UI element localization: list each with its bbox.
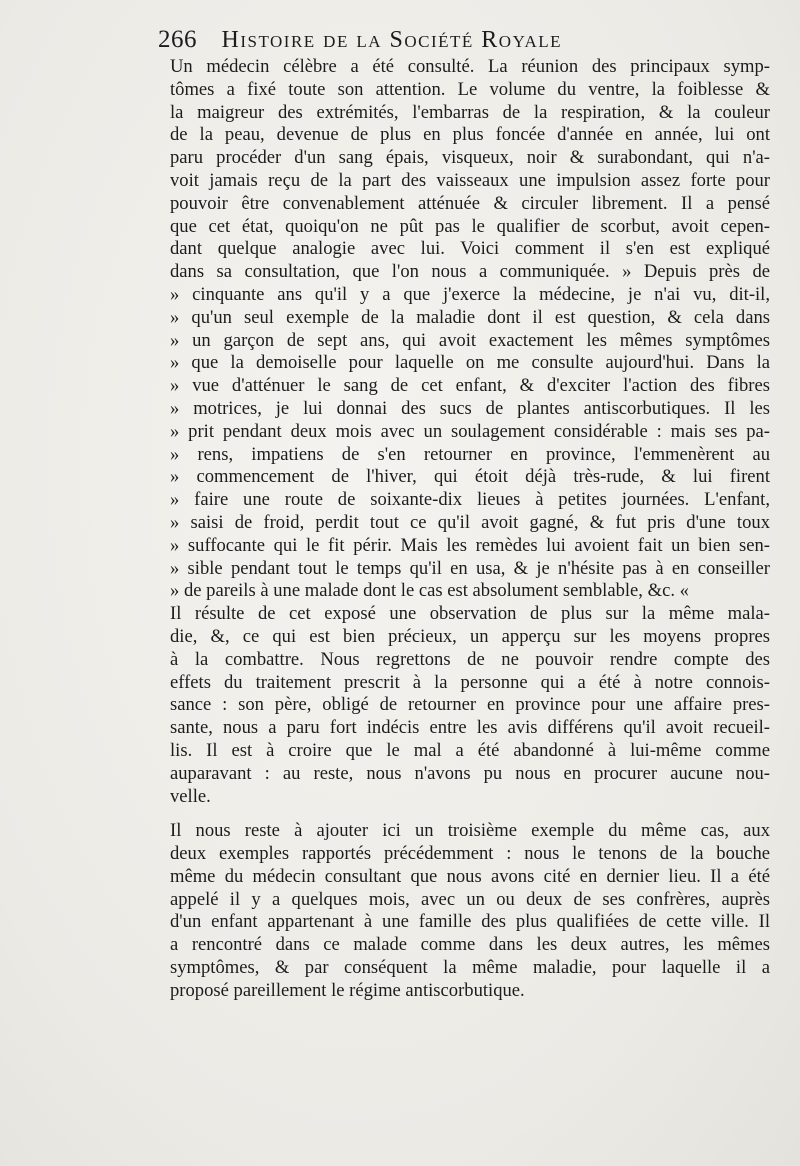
page-number: 266 — [158, 26, 197, 53]
text-line: dans sa consultation, que l'on nous a communiquée. » Depuis près de — [170, 261, 770, 283]
text-line: a rencontré dans ce malade comme dans les deux autres, les mêmes — [170, 934, 770, 956]
text-line: voit jamais reçu de la part des vaisseaux une impulsion assez forte pour — [170, 169, 770, 191]
paragraph — [170, 56, 770, 603]
text-line: sance : son père, obligé de retourner en province pour une affaire pres- — [170, 694, 770, 716]
paragraph-gap — [170, 808, 770, 820]
text-line: die, &, ce qui est bien précieux, un apperçu sur les moyens propres — [170, 625, 770, 647]
text-line: deux exemples rapportés précédemment : nous le tenons de la bouche — [170, 843, 770, 865]
running-title: Histoire de la Société Royale — [221, 27, 563, 53]
text-line: de la peau, devenue de plus en plus foncée d'année en année, lui ont — [170, 124, 770, 146]
text-line: » vue d'atténuer le sang de cet enfant, & d'exciter l'action des fibres — [170, 375, 770, 397]
text-line: à la combattre. Nous regrettons de ne pouvoir rendre compte des — [170, 648, 770, 670]
text-line: » sible pendant tout le temps qu'il en usa, & je n'hésite pas à en conseiller — [170, 557, 770, 579]
text-line: » de pareils à une malade dont le cas est absolument semblable, &c. « — [170, 580, 689, 602]
paragraph — [170, 603, 770, 808]
text-line: proposé pareillement le régime antiscorbutique. — [170, 979, 525, 1001]
page-header — [158, 24, 698, 56]
text-line: lis. Il est à croire que le mal a été abandonné à lui-même comme — [170, 739, 770, 761]
text-line: auparavant : au reste, nous n'avons pu nous en procurer aucune nou- — [170, 762, 770, 784]
text-line: pouvoir être convenablement atténuée & circuler librement. Il a pensé — [170, 192, 770, 214]
text-line: » commencement de l'hiver, qui étoit déjà très-rude, & lui firent — [170, 466, 770, 488]
text-line: » un garçon de sept ans, qui avoit exactement les mêmes symptômes — [170, 329, 770, 351]
text-line: » qu'un seul exemple de la maladie dont il est question, & cela dans — [170, 306, 770, 328]
text-line: que cet état, quoiqu'on ne pût pas le qualifier de scorbut, avoit cepen- — [170, 215, 770, 237]
text-line: d'un enfant appartenant à une famille des plus qualifiées de cette ville. Il — [170, 911, 770, 933]
text-line: même du médecin consultant que nous avons cité en dernier lieu. Il a été — [170, 865, 770, 887]
text-line: » faire une route de soixante-dix lieues à petites journées. L'enfant, — [170, 489, 770, 511]
text-line: la maigreur des extrémités, l'embarras de la respiration, & la couleur — [170, 101, 770, 123]
text-line: effets du traitement prescrit à la personne qui a été à notre connois- — [170, 671, 770, 693]
text-line: » prit pendant deux mois avec un soulagement considérable : mais ses pa- — [170, 420, 770, 442]
text-line: tômes a fixé toute son attention. Le volume du ventre, la foiblesse & — [170, 78, 770, 100]
text-line: velle. — [170, 785, 211, 807]
text-line: » motrices, je lui donnai des sucs de plantes antiscorbutiques. Il les — [170, 397, 770, 419]
body-text — [170, 56, 770, 1003]
paragraph — [170, 820, 770, 1002]
text-line: dant quelque analogie avec lui. Voici comment il s'en est expliqué — [170, 238, 770, 260]
text-line: » suffocante qui le fit périr. Mais les remèdes lui avoient fait un bien sen- — [170, 534, 770, 556]
text-line: sante, nous a paru fort indécis entre les avis différens qu'il avoit recueil- — [170, 717, 770, 739]
text-line: » que la demoiselle pour laquelle on me consulte aujourd'hui. Dans la — [170, 352, 770, 374]
text-line: » saisi de froid, perdit tout ce qu'il avoit gagné, & fut pris d'une toux — [170, 511, 770, 533]
text-line: paru procéder d'un sang épais, visqueux, noir & surabondant, qui n'a- — [170, 147, 770, 169]
text-line: Il nous reste à ajouter ici un troisième exemple du même cas, aux — [170, 820, 770, 842]
text-line: Il résulte de cet exposé une observation de plus sur la même mala- — [170, 603, 770, 625]
text-line: Un médecin célèbre a été consulté. La réunion des principaux symp- — [170, 56, 770, 77]
text-line: » cinquante ans qu'il y a que j'exerce la médecine, je n'ai vu, dit-il, — [170, 283, 770, 305]
text-line: appelé il y a quelques mois, avec un ou deux de ses confrères, auprès — [170, 888, 770, 910]
text-line: » rens, impatiens de s'en retourner en province, l'emmenèrent au — [170, 443, 770, 465]
text-line: symptômes, & par conséquent la même maladie, pour laquelle il a — [170, 957, 770, 979]
